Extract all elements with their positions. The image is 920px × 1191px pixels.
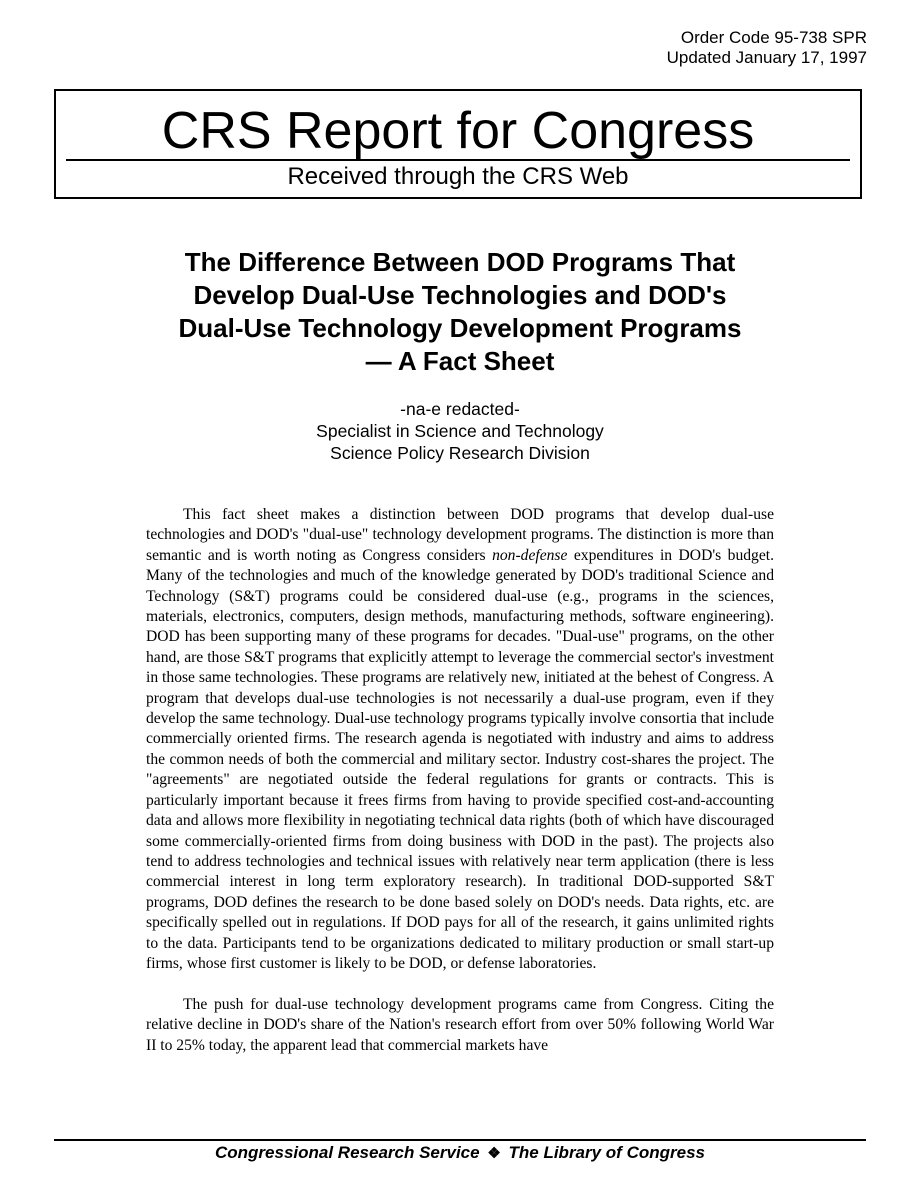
author-position: Specialist in Science and Technology bbox=[316, 421, 604, 441]
order-code-block bbox=[667, 28, 867, 68]
title-line: — A Fact Sheet bbox=[365, 346, 555, 376]
diamond-icon: ❖ bbox=[487, 1145, 501, 1162]
author-block bbox=[160, 398, 760, 464]
order-code: Order Code 95-738 SPR bbox=[680, 28, 867, 47]
title-line: Develop Dual-Use Technologies and DOD's bbox=[193, 280, 727, 310]
title-line: The Difference Between DOD Programs That bbox=[184, 247, 736, 277]
footer-crs: Congressional Research Service bbox=[215, 1143, 480, 1162]
report-title: CRS Report for Congress bbox=[161, 102, 755, 160]
author-name: -na-e redacted- bbox=[400, 399, 520, 419]
report-header-box bbox=[54, 89, 862, 199]
title-line: Dual-Use Technology Development Programs bbox=[178, 313, 742, 343]
updated-date: Updated January 17, 1997 bbox=[666, 48, 867, 67]
footer-library: The Library of Congress bbox=[508, 1143, 705, 1162]
paragraph-1 bbox=[146, 505, 774, 974]
footer bbox=[0, 1143, 920, 1164]
paragraph-2: The push for dual-use technology development programs came from Congress. Citing the relative decline in DOD's share of the Nation's research effort from over 50% following World War II to 25% today, the apparent lead that commercial markets have bbox=[146, 995, 774, 1054]
author-division: Science Policy Research Division bbox=[330, 443, 590, 463]
body-text bbox=[146, 505, 774, 1076]
report-subtitle: Received through the CRS Web bbox=[287, 163, 629, 190]
paragraph-1-text-a: This fact sheet makes a distinction between DOD programs that develop dual-use technologies and DOD's "dual-use" technology development programs. The distinction is more than semantic and is worth noting as Congress considers bbox=[146, 506, 774, 564]
footer-divider bbox=[54, 1139, 866, 1141]
document-title bbox=[100, 246, 820, 378]
header-divider bbox=[66, 159, 850, 161]
paragraph-1-text-b: expenditures in DOD's budget. Many of the technologies and much of the knowledge generated by DOD's traditional Science and Technology (S&T) programs could be considered dual-use (e.g., programs in the sciences, materials, electronics, computers, design methods, manufacturing methods, software engineering). DOD has been supporting many of these programs for decades. "Dual-use" programs, on the other hand, are those S&T programs that explicitly attempt to leverage the commercial sector's investment in those same technologies. These programs are relatively new, initiated at the behest of Congress. A program that develops dual-use technologies is not necessarily a dual-use program, even if they develop the same technology. Dual-use technology programs typically involve consortia that include commercially oriented firms. The research agenda is negotiated with industry and aims to address the common needs of both the commercial and military sector. Industry cost-shares the project. The "agreements" are negotiated outside the federal regulations for grants or contracts. This is particularly important because it frees firms from having to provide specified cost-and-accounting data and allows more flexibility in negotiating technical data rights (both of which have discouraged some commercially-oriented firms from doing business with DOD in the past). The projects also tend to address technologies and technical issues with relatively near term application (there is less commercial interest in long term exploratory research). In traditional DOD-supported S&T programs, DOD defines the research to be done based solely on DOD's needs. Data rights, etc. are specifically spelled out in regulations. If DOD pays for all of the research, it gains unlimited rights to the data. Participants tend to be organizations dedicated to military production or small start-up firms, whose first customer is likely to be DOD, or defense laboratories. bbox=[146, 546, 774, 972]
paragraph-1-italic: non-defense bbox=[492, 546, 568, 564]
